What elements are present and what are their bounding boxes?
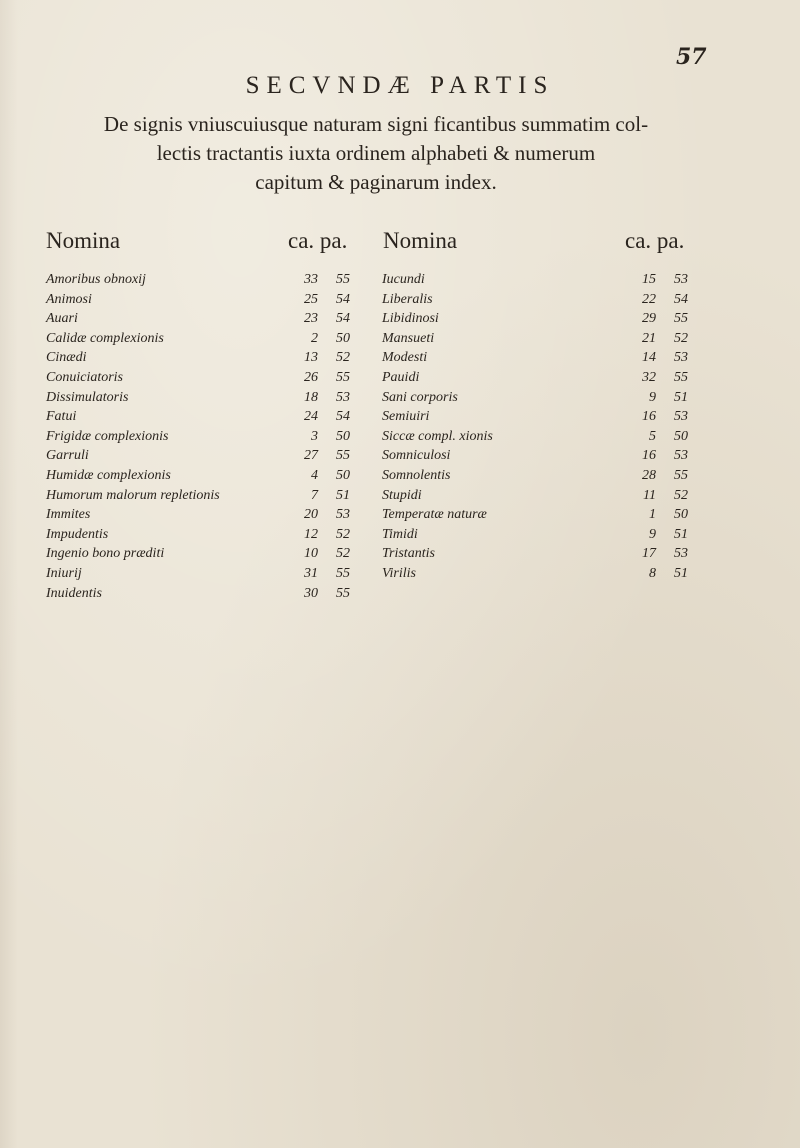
chapter-number: 16 xyxy=(642,409,656,425)
chapter-number: 1 xyxy=(649,507,656,523)
entry-name: Dissimulatoris xyxy=(46,389,129,405)
index-row xyxy=(46,526,350,546)
index-row xyxy=(382,409,688,428)
index-row xyxy=(46,350,350,369)
page-reference: 52 xyxy=(674,330,688,346)
chapter-number: 11 xyxy=(643,487,656,503)
section-heading: SECVNDÆ PARTIS xyxy=(245,72,555,99)
page-reference: 55 xyxy=(336,370,350,385)
index-row xyxy=(46,389,350,409)
chapter-number: 29 xyxy=(642,311,656,327)
index-row xyxy=(46,448,350,467)
entry-name: Siccæ compl. xionis xyxy=(382,428,493,444)
page-reference: 55 xyxy=(674,370,688,385)
left-ca-pa-header: ca. pa. xyxy=(288,228,348,253)
page-reference: 53 xyxy=(674,546,688,562)
index-subtitle xyxy=(46,110,706,197)
chapter-number: 7 xyxy=(311,487,318,503)
chapter-number: 9 xyxy=(649,526,656,542)
subtitle-line: De signis vniuscuiusque naturam signi ficantibus summatim col- xyxy=(103,112,649,136)
chapter-number: 32 xyxy=(642,370,656,385)
chapter-number: 10 xyxy=(304,546,318,562)
chapter-number: 21 xyxy=(642,330,656,346)
entry-name: Temperatæ naturæ xyxy=(382,507,487,523)
entry-name: Somnolentis xyxy=(382,468,451,483)
chapter-number: 24 xyxy=(304,409,318,425)
entry-name: Iucundi xyxy=(382,272,425,287)
page-reference: 53 xyxy=(336,507,350,523)
chapter-number: 8 xyxy=(649,566,656,581)
index-row xyxy=(382,389,688,409)
index-row xyxy=(46,487,350,507)
page-reference: 53 xyxy=(674,409,688,425)
subtitle-line: capitum & paginarum index. xyxy=(255,170,497,194)
entry-name: Modesti xyxy=(382,350,428,366)
chapter-number: 5 xyxy=(649,428,656,444)
index-row xyxy=(382,370,688,389)
index-row xyxy=(382,507,688,526)
chapter-number: 22 xyxy=(642,291,656,307)
page-reference: 55 xyxy=(336,585,350,601)
page-reference: 52 xyxy=(674,487,688,503)
entry-name: Pauidi xyxy=(382,370,420,385)
entry-name: Cinædi xyxy=(46,350,87,366)
page-reference: 53 xyxy=(674,448,688,464)
chapter-number: 30 xyxy=(304,585,318,601)
entry-name: Libidinosi xyxy=(382,311,439,327)
entry-name: Timidi xyxy=(382,526,418,542)
entry-name: Iniurij xyxy=(46,566,82,581)
page-reference: 50 xyxy=(336,468,350,483)
page-number: 57 xyxy=(676,44,707,70)
page-reference: 51 xyxy=(674,526,688,542)
entry-name: Impudentis xyxy=(46,526,109,542)
page-reference: 55 xyxy=(336,272,350,287)
subtitle-line: lectis tractantis iuxta ordinem alphabeti & numerum xyxy=(156,141,596,165)
index-row xyxy=(382,448,688,467)
chapter-number: 15 xyxy=(642,272,656,287)
left-name-header: Nomina xyxy=(46,228,121,253)
index-row xyxy=(46,291,350,311)
entry-name: Humidæ complexionis xyxy=(46,468,171,483)
index-row xyxy=(46,409,350,428)
index-row xyxy=(382,546,688,565)
entry-name: Ingenio bono præditi xyxy=(46,546,165,562)
index-row xyxy=(382,526,688,546)
page-reference: 51 xyxy=(336,487,350,503)
page-reference: 53 xyxy=(674,350,688,366)
page-reference: 51 xyxy=(674,566,688,581)
chapter-number: 31 xyxy=(304,566,318,581)
chapter-number: 2 xyxy=(311,330,318,346)
chapter-number: 12 xyxy=(304,526,318,542)
entry-name: Inuidentis xyxy=(46,585,102,601)
chapter-number: 14 xyxy=(642,350,656,366)
entry-name: Humorum malorum repletionis xyxy=(46,487,220,503)
page-reference: 55 xyxy=(336,448,350,464)
index-row xyxy=(382,311,688,330)
page-reference: 55 xyxy=(336,566,350,581)
right-ca-pa-header: ca. pa. xyxy=(625,228,685,253)
index-row xyxy=(46,311,350,330)
index-row xyxy=(382,468,688,487)
chapter-number: 13 xyxy=(304,350,318,366)
page-reference: 52 xyxy=(336,350,350,366)
chapter-number: 23 xyxy=(304,311,318,327)
chapter-number: 33 xyxy=(304,272,318,287)
page-reference: 50 xyxy=(674,507,688,523)
index-row xyxy=(46,585,350,605)
index-row xyxy=(382,291,688,311)
chapter-number: 26 xyxy=(304,370,318,385)
chapter-number: 27 xyxy=(304,448,318,464)
page-reference: 55 xyxy=(674,468,688,483)
chapter-number: 20 xyxy=(304,507,318,523)
index-row xyxy=(382,272,688,291)
chapter-number: 18 xyxy=(304,389,318,405)
page-reference: 50 xyxy=(336,428,350,444)
chapter-number: 28 xyxy=(642,468,656,483)
entry-name: Mansueti xyxy=(382,330,435,346)
page-reference: 54 xyxy=(674,291,688,307)
page-reference: 53 xyxy=(674,272,688,287)
chapter-number: 3 xyxy=(311,428,318,444)
index-row xyxy=(46,272,350,291)
chapter-number: 4 xyxy=(311,468,318,483)
entry-name: Fatui xyxy=(46,409,77,425)
entry-name: Semiuiri xyxy=(382,409,430,425)
entry-name: Garruli xyxy=(46,448,89,464)
entry-name: Auari xyxy=(46,311,78,327)
page-reference: 54 xyxy=(336,291,350,307)
index-row xyxy=(382,566,688,585)
index-row xyxy=(46,428,350,448)
page-reference: 51 xyxy=(674,389,688,405)
page-reference: 54 xyxy=(336,409,350,425)
entry-name: Somniculosi xyxy=(382,448,451,464)
entry-name: Stupidi xyxy=(382,487,422,503)
page-reference: 50 xyxy=(674,428,688,444)
entry-name: Frigidæ complexionis xyxy=(46,428,169,444)
page-reference: 55 xyxy=(674,311,688,327)
index-row xyxy=(46,566,350,585)
chapter-number: 25 xyxy=(304,291,318,307)
entry-name: Tristantis xyxy=(382,546,435,562)
entry-name: Calidæ complexionis xyxy=(46,330,164,346)
right-name-header: Nomina xyxy=(383,228,458,253)
chapter-number: 16 xyxy=(642,448,656,464)
entry-name: Immites xyxy=(46,507,91,523)
page-reference: 50 xyxy=(336,330,350,346)
page-reference: 52 xyxy=(336,526,350,542)
page-reference: 52 xyxy=(336,546,350,562)
entry-name: Animosi xyxy=(46,291,92,307)
index-row xyxy=(382,330,688,350)
index-row xyxy=(382,487,688,507)
index-row xyxy=(46,330,350,350)
chapter-number: 17 xyxy=(642,546,656,562)
entry-name: Virilis xyxy=(382,566,416,581)
index-row xyxy=(46,507,350,526)
index-row xyxy=(46,370,350,389)
page-reference: 54 xyxy=(336,311,350,327)
entry-name: Amoribus obnoxij xyxy=(46,272,146,287)
entry-name: Conuiciatoris xyxy=(46,370,124,385)
index-row xyxy=(46,468,350,487)
index-row xyxy=(382,350,688,369)
index-row xyxy=(382,428,688,448)
entry-name: Sani corporis xyxy=(382,389,458,405)
page-reference: 53 xyxy=(336,389,350,405)
entry-name: Liberalis xyxy=(382,291,433,307)
chapter-number: 9 xyxy=(649,389,656,405)
index-row xyxy=(46,546,350,565)
